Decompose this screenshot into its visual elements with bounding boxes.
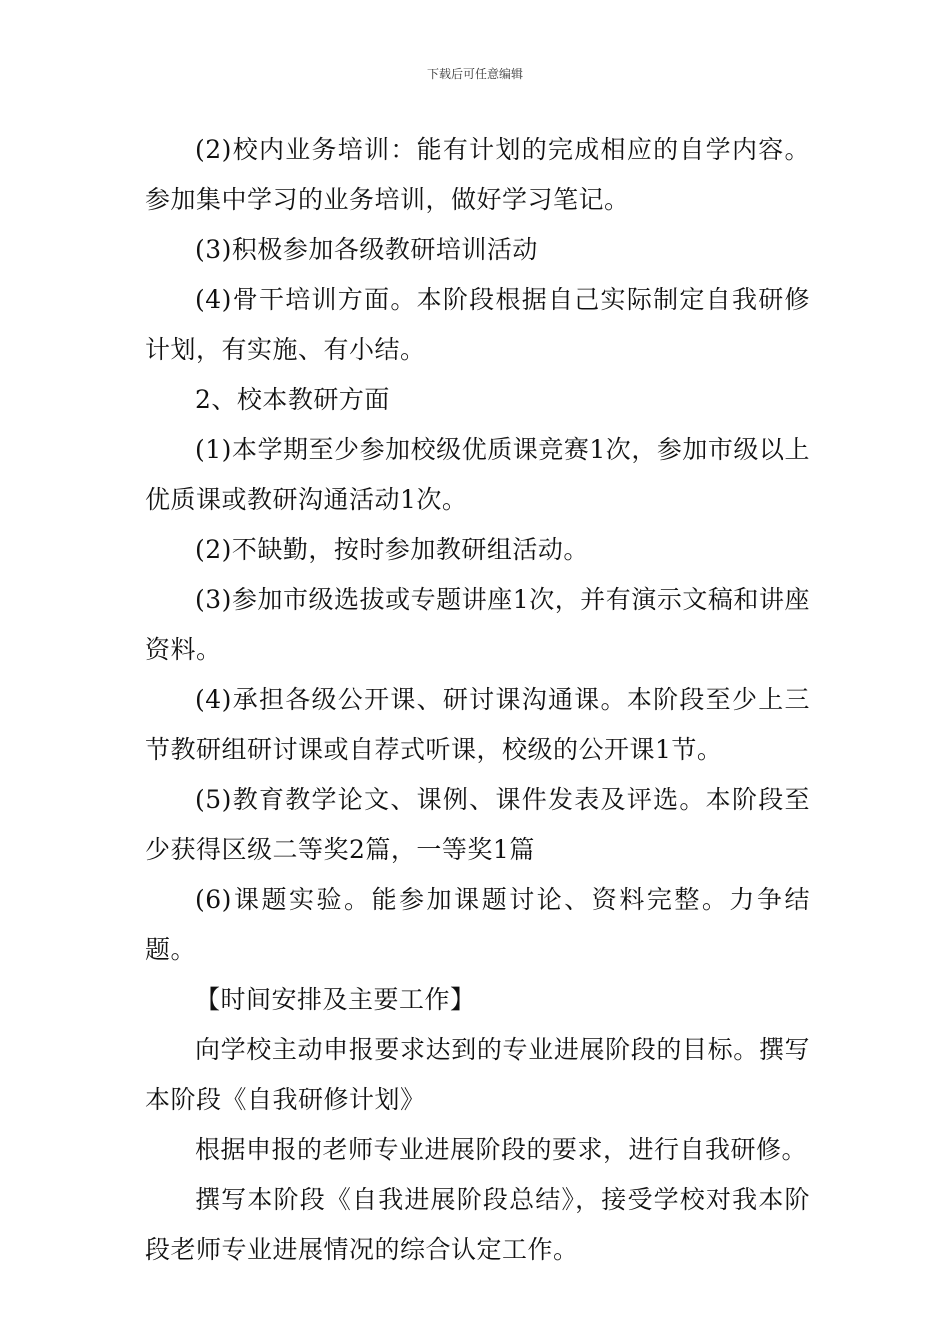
paragraph-papers: (5)教育教学论文、课例、课件发表及评选。本阶段至少获得区级二等奖2篇，一等奖1篇 [145,785,810,864]
paragraph-open-class: (4)承担各级公开课、研讨课沟通课。本阶段至少上三节教研组研讨课或自荐式听课，校级的公开课1节。 [145,685,810,764]
paragraph-research-project: (6)课题实验。能参加课题讨论、资料完整。力争结题。 [145,885,810,964]
paragraph-quality-class: (1)本学期至少参加校级优质课竞赛1次，参加市级以上优质课或教研沟通活动1次。 [145,435,810,514]
paragraph-apply-goals: 向学校主动申报要求达到的专业进展阶段的目标。撰写本阶段《自我研修计划》 [145,1035,810,1114]
paragraph-backbone-training: (4)骨干培训方面。本阶段根据自己实际制定自我研修计划，有实施、有小结。 [145,285,810,364]
paragraph-research-activities: (3)积极参加各级教研培训活动 [195,235,538,264]
section-heading-schedule: 【时间安排及主要工作】 [195,985,476,1014]
paragraph-summary: 撰写本阶段《自我进展阶段总结》，接受学校对我本阶段老师专业进展情况的综合认定工作。 [145,1185,810,1264]
paragraph-self-study: 根据申报的老师专业进展阶段的要求，进行自我研修。 [195,1135,808,1164]
paragraph-attendance: (2)不缺勤，按时参加教研组活动。 [195,535,589,564]
paragraph-school-training: (2)校内业务培训：能有计划的完成相应的自学内容。参加集中学习的业务培训，做好学习笔记。 [145,135,810,214]
document-body [145,125,810,1275]
section-heading-school-research: 2、校本教研方面 [195,385,390,414]
page-header-note: 下载后可任意编辑 [426,67,523,81]
paragraph-lecture: (3)参加市级选拔或专题讲座1次，并有演示文稿和讲座资料。 [145,585,810,664]
